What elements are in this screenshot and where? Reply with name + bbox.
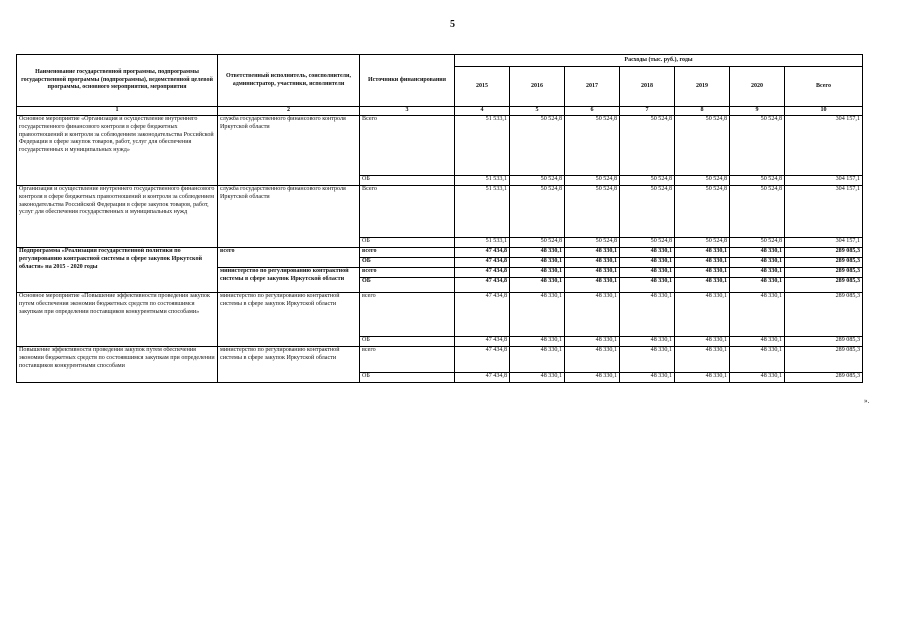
value-cell: 48 330,1 — [620, 347, 675, 373]
table-row — [17, 347, 863, 373]
value-cell: 48 330,1 — [620, 258, 675, 268]
header-funding-source: Источники финансирования — [360, 55, 455, 107]
total-value-cell: 289 085,3 — [785, 337, 863, 347]
value-cell: 50 524,8 — [565, 176, 620, 186]
column-number: 5 — [510, 107, 565, 116]
funding-source-cell: ОБ — [360, 337, 455, 347]
value-cell: 48 330,1 — [675, 337, 730, 347]
value-cell: 48 330,1 — [510, 258, 565, 268]
table-row — [17, 116, 863, 176]
value-cell: 48 330,1 — [730, 268, 785, 278]
value-cell: 48 330,1 — [510, 268, 565, 278]
header-year: 2015 — [455, 67, 510, 107]
value-cell: 50 524,8 — [565, 116, 620, 176]
value-cell: 48 330,1 — [620, 293, 675, 337]
page-number: 5 — [450, 19, 455, 30]
value-cell: 47 434,8 — [455, 248, 510, 258]
value-cell: 50 524,8 — [620, 176, 675, 186]
funding-source-cell: ОБ — [360, 278, 455, 293]
value-cell: 48 330,1 — [565, 373, 620, 383]
value-cell: 50 524,8 — [510, 176, 565, 186]
funding-source-cell: всего — [360, 248, 455, 258]
value-cell: 50 524,8 — [510, 116, 565, 176]
value-cell: 47 434,8 — [455, 293, 510, 337]
column-number: 3 — [360, 107, 455, 116]
total-value-cell: 289 085,3 — [785, 248, 863, 258]
program-name-cell: Повышение эффективности проведения закупок путем обеспечения экономии бюджетных средств по состоявшимся закупкам при определении поставщиков конкурентными способами — [17, 347, 218, 383]
value-cell: 50 524,8 — [730, 176, 785, 186]
funding-source-cell: всего — [360, 268, 455, 278]
value-cell: 48 330,1 — [620, 278, 675, 293]
value-cell: 48 330,1 — [730, 337, 785, 347]
value-cell: 50 524,8 — [620, 116, 675, 176]
value-cell: 48 330,1 — [675, 278, 730, 293]
value-cell: 50 524,8 — [565, 238, 620, 248]
value-cell: 48 330,1 — [730, 373, 785, 383]
value-cell: 48 330,1 — [510, 337, 565, 347]
total-value-cell: 289 085,3 — [785, 258, 863, 268]
executor-cell: министерство по регулированию контрактной системы в сфере закупок Иркутской области — [218, 268, 360, 293]
column-number-row — [17, 107, 863, 116]
column-number: 9 — [730, 107, 785, 116]
value-cell: 47 434,8 — [455, 278, 510, 293]
value-cell: 48 330,1 — [620, 248, 675, 258]
value-cell: 48 330,1 — [510, 347, 565, 373]
program-name-cell: Подпрограмма «Реализация государственной политики по регулированию контрактной системы в сфере закупок Иркутской области» на 2015 - 2020 годы — [17, 248, 218, 293]
column-number: 1 — [17, 107, 218, 116]
value-cell: 50 524,8 — [675, 238, 730, 248]
header-year: 2016 — [510, 67, 565, 107]
value-cell: 51 533,1 — [455, 176, 510, 186]
value-cell: 48 330,1 — [510, 293, 565, 337]
total-value-cell: 289 085,3 — [785, 373, 863, 383]
value-cell: 50 524,8 — [730, 238, 785, 248]
total-value-cell: 289 085,3 — [785, 347, 863, 373]
value-cell: 48 330,1 — [510, 278, 565, 293]
value-cell: 48 330,1 — [620, 268, 675, 278]
value-cell: 47 434,8 — [455, 337, 510, 347]
funding-source-cell: Всего — [360, 116, 455, 176]
value-cell: 48 330,1 — [675, 293, 730, 337]
value-cell: 50 524,8 — [675, 116, 730, 176]
funding-source-cell: всего — [360, 293, 455, 337]
column-number: 10 — [785, 107, 863, 116]
value-cell: 50 524,8 — [510, 186, 565, 238]
table-row — [17, 248, 863, 258]
header-year: 2017 — [565, 67, 620, 107]
value-cell: 50 524,8 — [675, 186, 730, 238]
total-value-cell: 289 085,3 — [785, 278, 863, 293]
total-value-cell: 289 085,3 — [785, 293, 863, 337]
closing-mark: ». — [864, 397, 870, 405]
funding-source-cell: Всего — [360, 186, 455, 238]
value-cell: 48 330,1 — [675, 248, 730, 258]
value-cell: 48 330,1 — [675, 258, 730, 268]
value-cell: 51 533,1 — [455, 186, 510, 238]
table-row — [17, 293, 863, 337]
funding-source-cell: ОБ — [360, 373, 455, 383]
value-cell: 48 330,1 — [565, 347, 620, 373]
value-cell: 50 524,8 — [675, 176, 730, 186]
header-year: 2019 — [675, 67, 730, 107]
executor-cell: всего — [218, 248, 360, 268]
value-cell: 50 524,8 — [565, 186, 620, 238]
funding-source-cell: ОБ — [360, 238, 455, 248]
header-year: 2018 — [620, 67, 675, 107]
value-cell: 48 330,1 — [565, 278, 620, 293]
value-cell: 50 524,8 — [510, 238, 565, 248]
executor-cell: служба государственного финансового контроля Иркутской области — [218, 186, 360, 248]
value-cell: 48 330,1 — [730, 258, 785, 268]
value-cell: 48 330,1 — [565, 337, 620, 347]
funding-source-cell: всего — [360, 347, 455, 373]
table-row — [17, 186, 863, 238]
column-number: 2 — [218, 107, 360, 116]
executor-cell: министерство по регулированию контрактной системы в сфере закупок Иркутской области — [218, 293, 360, 347]
value-cell: 48 330,1 — [620, 337, 675, 347]
value-cell: 48 330,1 — [565, 293, 620, 337]
value-cell: 48 330,1 — [730, 293, 785, 337]
header-total: Всего — [785, 67, 863, 107]
column-number: 8 — [675, 107, 730, 116]
header-expenses: Расходы (тыс. руб.), годы — [455, 55, 863, 67]
value-cell: 48 330,1 — [730, 347, 785, 373]
value-cell: 48 330,1 — [565, 268, 620, 278]
total-value-cell: 304 157,1 — [785, 116, 863, 176]
value-cell: 51 533,1 — [455, 238, 510, 248]
value-cell: 48 330,1 — [730, 278, 785, 293]
total-value-cell: 304 157,1 — [785, 186, 863, 238]
total-value-cell: 304 157,1 — [785, 238, 863, 248]
value-cell: 48 330,1 — [510, 248, 565, 258]
value-cell: 47 434,8 — [455, 268, 510, 278]
value-cell: 48 330,1 — [675, 268, 730, 278]
executor-cell: служба государственного финансового контроля Иркутской области — [218, 116, 360, 186]
header-program-name: Наименование государственной программы, подпрограммы государственной программы (подпрограммы), ведомственной целевой программы, основного мероприятия, мероприятия — [17, 55, 218, 107]
value-cell: 48 330,1 — [565, 248, 620, 258]
value-cell: 48 330,1 — [730, 248, 785, 258]
value-cell: 48 330,1 — [675, 373, 730, 383]
program-name-cell: Организация и осуществление внутреннего государственного финансового контроля в сфере бюджетных правоотношений и контроля за соблюдением законодательства Российской Федерации в сфере закупок товаров, работ, услуг для обеспечения государственных и муниципальных нужд — [17, 186, 218, 248]
value-cell: 50 524,8 — [730, 186, 785, 238]
value-cell: 47 434,8 — [455, 258, 510, 268]
column-number: 4 — [455, 107, 510, 116]
value-cell: 47 434,8 — [455, 347, 510, 373]
program-name-cell: Основное мероприятие «Организация и осуществление внутреннего государственного финансового контроля в сфере бюджетных правоотношений и контроля за соблюдением законодательства Российской Федерации в сфере закупок товаров, работ, услуг для обеспечения государственных и муниципальных нужд» — [17, 116, 218, 186]
value-cell: 47 434,8 — [455, 373, 510, 383]
funding-source-cell: ОБ — [360, 176, 455, 186]
value-cell: 50 524,8 — [620, 238, 675, 248]
header-year: 2020 — [730, 67, 785, 107]
executor-cell: министерство по регулированию контрактной системы в сфере закупок Иркутской области — [218, 347, 360, 383]
funding-source-cell: ОБ — [360, 258, 455, 268]
column-number: 6 — [565, 107, 620, 116]
header-executor: Ответственный исполнитель, соисполнители, администратор, участники, исполнители — [218, 55, 360, 107]
value-cell: 48 330,1 — [620, 373, 675, 383]
value-cell: 50 524,8 — [730, 116, 785, 176]
value-cell: 48 330,1 — [565, 258, 620, 268]
program-name-cell: Основное мероприятие «Повышение эффективности проведения закупок путем обеспечения экономии бюджетных средств по состоявшимся закупкам при определении поставщиков конкурентными способами» — [17, 293, 218, 347]
value-cell: 48 330,1 — [675, 347, 730, 373]
value-cell: 50 524,8 — [620, 186, 675, 238]
value-cell: 48 330,1 — [510, 373, 565, 383]
total-value-cell: 289 085,3 — [785, 268, 863, 278]
value-cell: 51 533,1 — [455, 116, 510, 176]
budget-table — [16, 54, 863, 383]
column-number: 7 — [620, 107, 675, 116]
total-value-cell: 304 157,1 — [785, 176, 863, 186]
